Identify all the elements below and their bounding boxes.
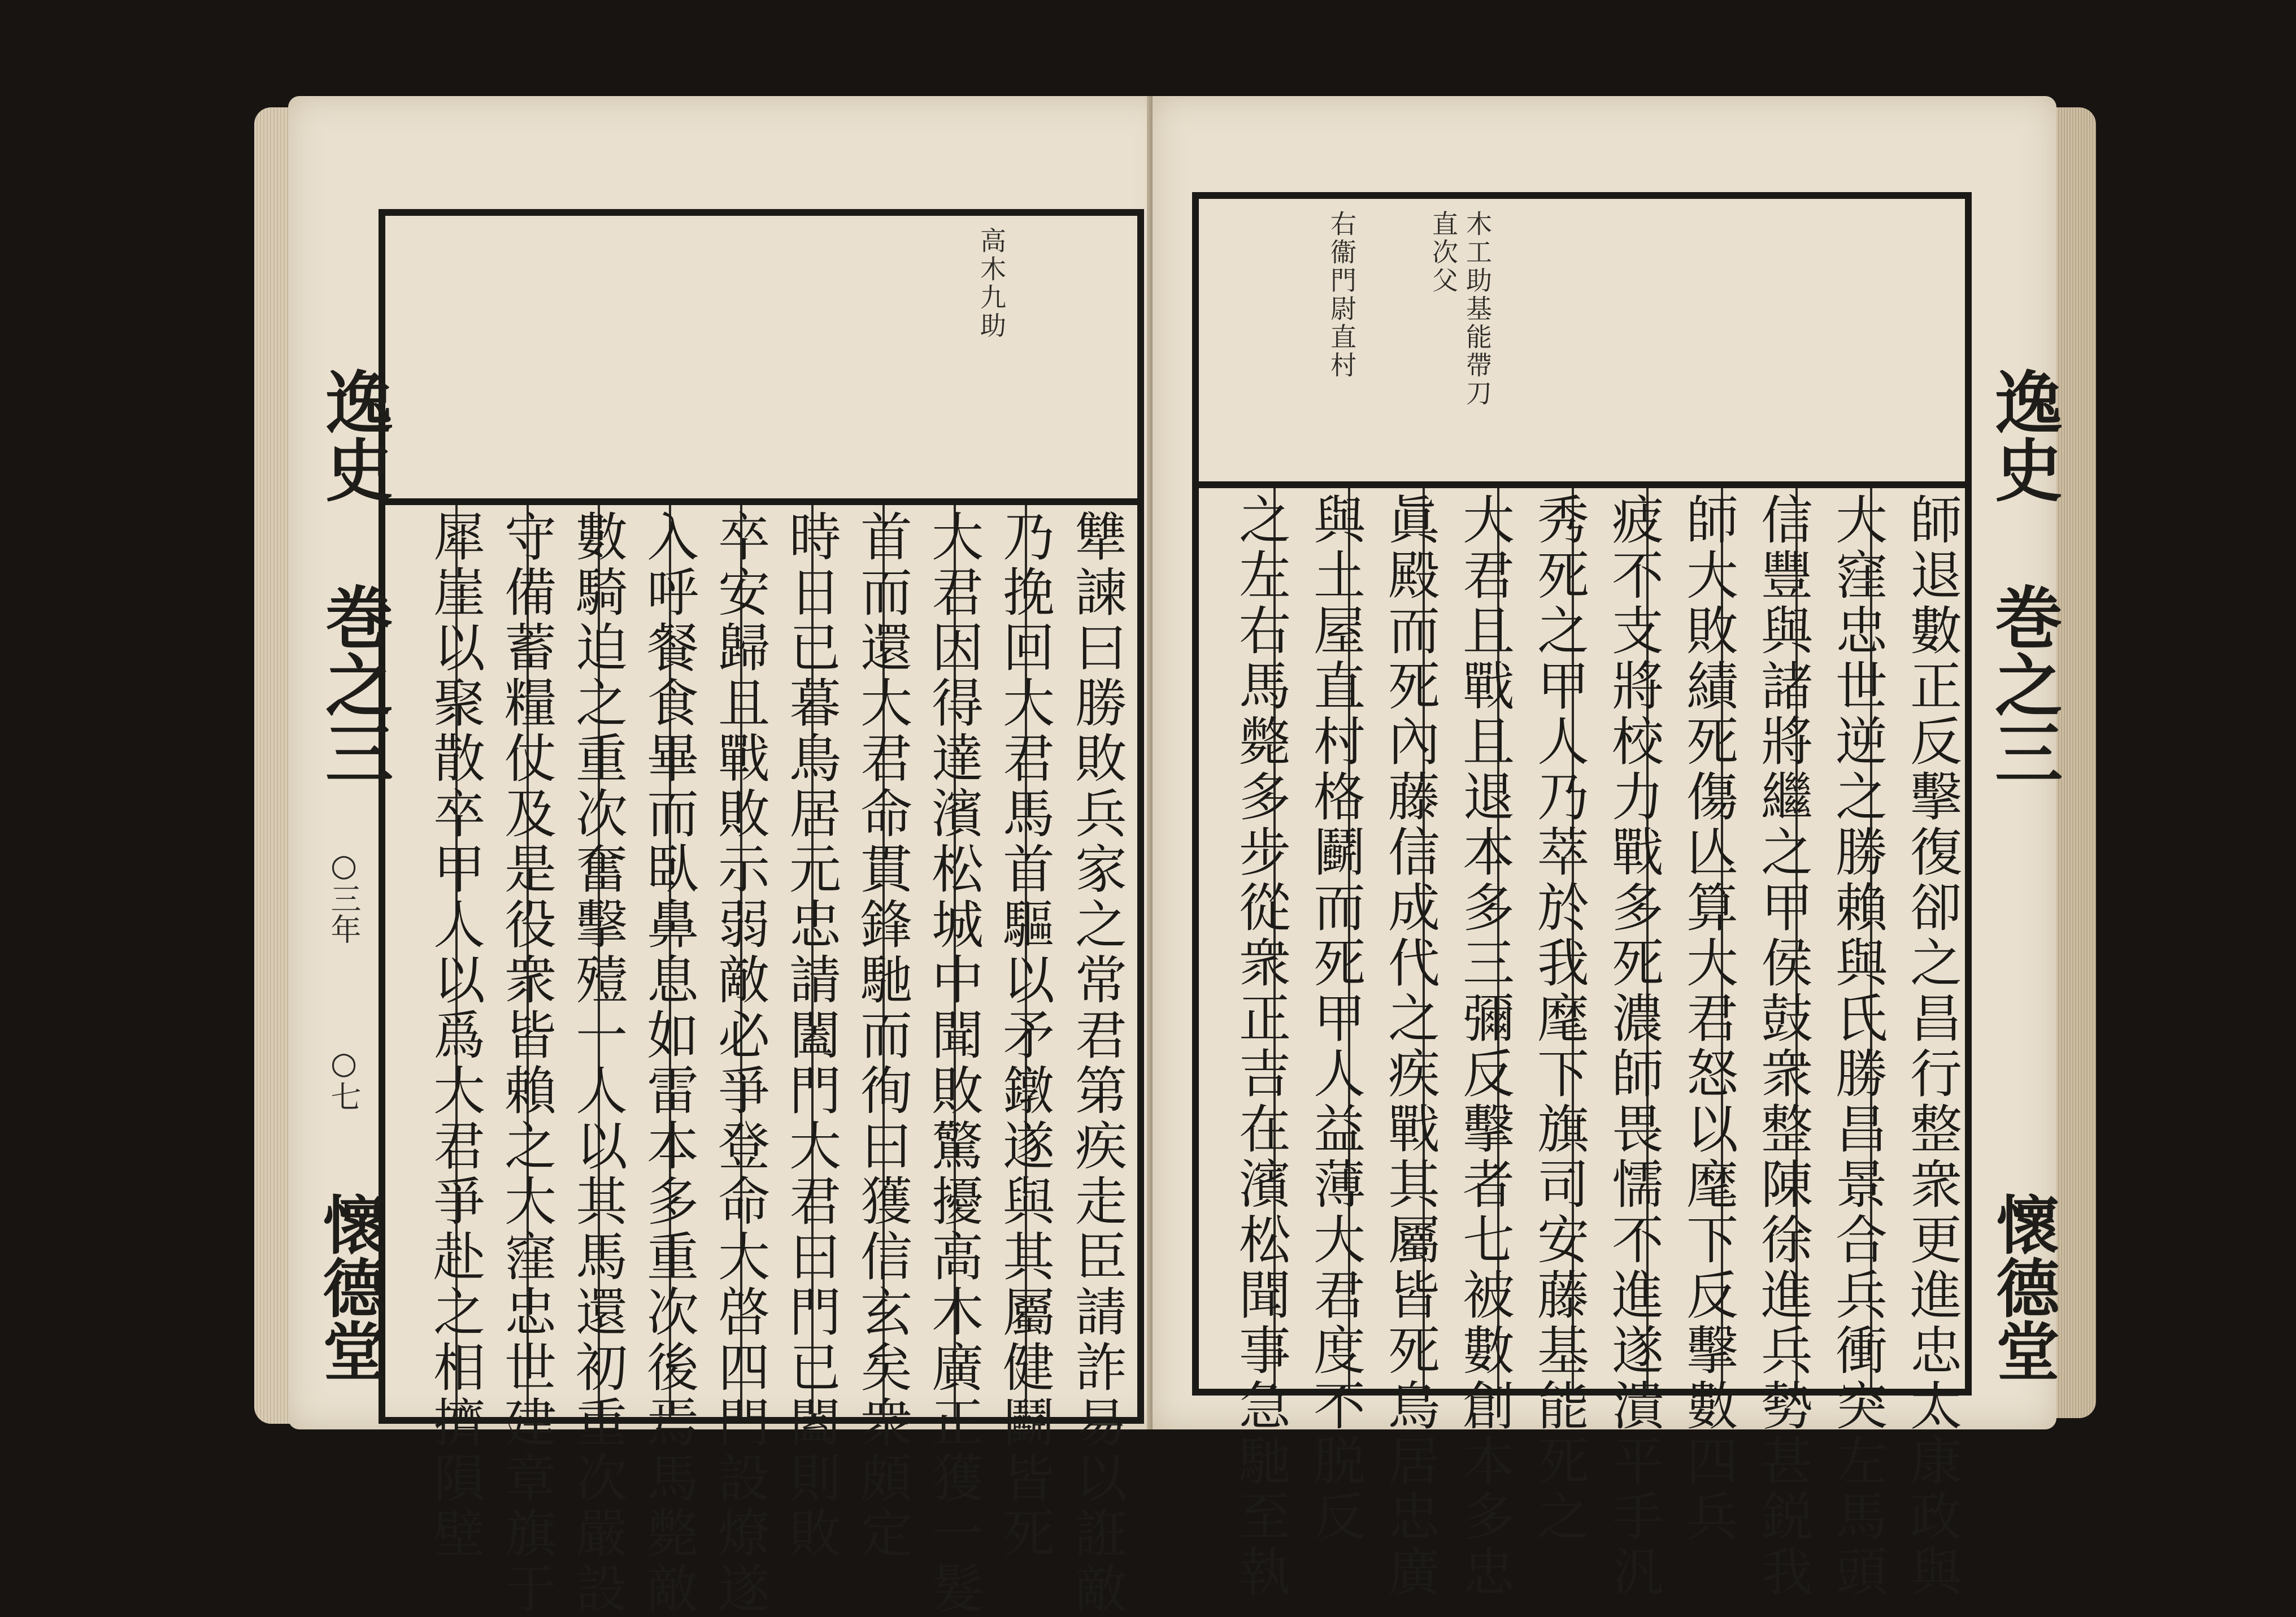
- right-text-column: 之左右馬斃多步從衆正吉在濱松聞事急馳至執: [1230, 493, 1291, 1600]
- right-header-divider: [1199, 481, 1965, 488]
- right-text-column: 疲不支將校力戰多死濃師畏懦不進遂潰平手汎: [1603, 493, 1664, 1600]
- left-margin-title: 逸史 巻之三: [314, 367, 394, 786]
- left-text-column: 首而還大君命貫鋒馳而徇曰獲信玄矣衆頗定: [852, 510, 912, 1562]
- right-text-column: 大君且戰且退本多三彌反擊者七被數創本多忠: [1454, 493, 1515, 1600]
- right-text-column: 眞殿而死內藤信成代之疾戰其屬皆死鳥居忠廣: [1380, 493, 1440, 1600]
- left-page: [288, 96, 1169, 1617]
- right-text-column: 信豐與諸將繼之甲侯鼓衆整陳徐進兵勢甚鋭我: [1753, 493, 1813, 1600]
- right-text-column: 秀死之甲人乃萃於我麾下旗司安藤基能死之: [1529, 493, 1589, 1545]
- left-text-column: 犨諫曰勝敗兵家之常君第疾走臣請詐易以誑敵: [1067, 510, 1127, 1617]
- left-margin-page: ○七: [326, 1045, 362, 1111]
- right-text-column: 師退數正反擊復卻之昌行整衆更進忠太康政與: [1902, 493, 1962, 1600]
- left-publisher-mark: 懷德堂: [312, 1192, 386, 1382]
- right-page: [1153, 96, 2063, 1600]
- left-text-frame: [379, 209, 1144, 1617]
- left-text-column: 犀崖以聚散卒甲人以爲大君爭赴之相擠隕壁: [425, 510, 485, 1562]
- left-text-column: 大君因得達濱松城中聞敗驚擾高木廣正獲一髮: [923, 510, 984, 1617]
- left-text-column: 時日已暮鳥居元忠請闔門大君曰門已闔則敗: [781, 510, 841, 1562]
- right-header-note: 木工助基能帶刀: [1462, 210, 1493, 408]
- right-text-column: 大窪忠世逆之勝賴與氏勝昌景合兵衝突左馬頭: [1827, 493, 1888, 1600]
- right-text-column: 師大敗績死傷亾算大君怒以麾下反擊數四兵: [1678, 493, 1738, 1545]
- right-header-note: 右衞門尉直村: [1327, 210, 1357, 380]
- left-header-note: 高木九助: [976, 227, 1007, 340]
- left-text-column: 乃挽回大君馬首驅以矛鐓遂與其屬健鬬皆死: [994, 510, 1055, 1562]
- right-header-note: 直次父: [1428, 210, 1459, 295]
- right-margin-title: 逸史 巻之三: [1984, 367, 2063, 786]
- right-publisher-mark: 懷德堂: [1986, 1192, 2060, 1382]
- left-text-column: 數騎迫之重次奮擊殪一人以其馬還初重次嚴設: [567, 510, 628, 1617]
- right-text-frame: [1192, 192, 1972, 1600]
- right-text-column: 與土屋直村格鬬而死甲人益薄大君度不脱反: [1305, 493, 1366, 1545]
- left-header-divider: [385, 498, 1137, 505]
- left-margin-year: ○三年: [326, 847, 362, 944]
- left-text-column: 卒安歸且戰敗示弱敵必爭登命大啓四門設燎遂: [710, 510, 770, 1617]
- left-text-column: 入呼餐食畢而臥鼻息如雷本多重次後焉馬斃敵: [638, 510, 699, 1617]
- left-text-column: 守備蓄糧仗及是役衆皆賴之大窪忠世建章旗于: [496, 510, 556, 1617]
- open-book: [243, 85, 2107, 1617]
